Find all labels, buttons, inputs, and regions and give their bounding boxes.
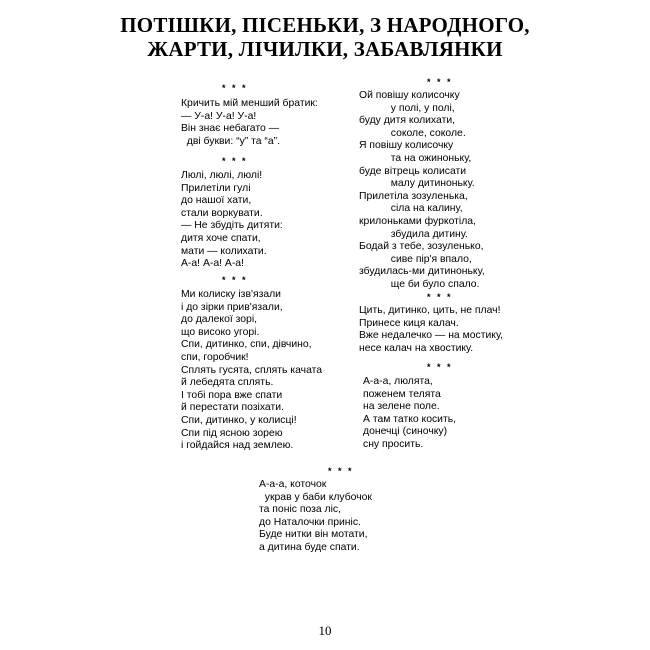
poem-line: украв у баби клубочок [259, 491, 372, 503]
poem-line: що високо угорі. [181, 326, 260, 338]
poem-line: і до зірки прив'язали, [181, 301, 283, 313]
poem-line: Я повішу колисочку [359, 140, 454, 152]
poem-line: й перестати позіхати. [181, 402, 284, 414]
poem-line: крилоньками фуркотіла, [359, 215, 476, 227]
poem-line: Прилетіли гулі [181, 182, 251, 194]
poem-line: малу дитиноньку. [359, 178, 475, 190]
poem-line: буде вітрець колисати [359, 165, 467, 177]
poem-line: а дитина буде спати. [259, 541, 360, 553]
poem-line: — Не збудіть дитяти: [181, 220, 283, 232]
poem-line: Ми колиску ізв'язали [181, 289, 281, 300]
poem-line: сіла на калину, [359, 203, 463, 215]
poem-stanza [359, 305, 503, 355]
poem-line: Прилетіла зозуленька, [359, 190, 468, 202]
poem-line: Він знає небагато — [181, 123, 280, 135]
poem-line: у полі, у полі, [359, 102, 455, 114]
poem-line: дві букви: “у” та “а”. [181, 135, 281, 147]
poem-line: Кричить мій менший братик: [181, 98, 318, 109]
page-title-line-2: ЖАРТИ, ЛІЧИЛКИ, ЗАБАВЛЯНКИ [147, 37, 503, 61]
poem-line: Сплять гусята, сплять качата [181, 364, 323, 376]
stanza-separator: * * * [222, 83, 248, 93]
poem-line: Вже недалечко — на мостику, [359, 330, 503, 342]
poem-line: А-а-а, люлята, [363, 376, 433, 387]
poem-stanza [259, 479, 372, 555]
poem-line: й лебедята сплять. [181, 377, 274, 389]
poem-stanza [181, 170, 283, 271]
poem-line: та поніс поза ліс, [259, 504, 342, 516]
poem-stanza [359, 90, 485, 292]
poem-line: донечці (синочку) [363, 426, 448, 438]
poem-line: стали воркувати. [181, 207, 263, 219]
poem-line: дитя хоче спати, [181, 232, 261, 244]
poem-line: соколе, соколе. [359, 127, 466, 139]
page-number: 10 [318, 623, 332, 638]
poem-line: А-а-а, коточок [259, 479, 327, 490]
poem-line: та на ожиноньку, [359, 152, 472, 164]
poem-line: ще би було спало. [359, 278, 480, 290]
poem-line: Принесе киця калач. [359, 317, 459, 329]
poem-line: А-а! А-а! А-а! [181, 258, 244, 270]
page-title-line-1: ПОТІШКИ, ПІСЕНЬКИ, З НАРОДНОГО, [120, 13, 530, 37]
poem-line: на зелене поле. [363, 401, 440, 413]
stanza-separator: * * * [427, 292, 453, 302]
poem-line: до далекої зорі, [181, 314, 258, 326]
stanza-separator: * * * [222, 275, 248, 285]
poem-line: Бодай з тебе, зозуленько, [359, 241, 484, 253]
poem-line: — У-а! У-а! У-а! [181, 110, 257, 122]
poem-line: до Наталочки приніс. [259, 516, 361, 528]
poem-line: Цить, дитинко, цить, не плач! [359, 305, 501, 316]
poem-line: буду дитя колихати, [359, 115, 456, 127]
poem-line: сиве пір'я впало, [359, 253, 472, 265]
poem-line: збудилась-ми дитиноньку, [359, 266, 485, 278]
poem-line: і гойдайся над землею. [181, 440, 294, 452]
poem-stanza [181, 289, 322, 453]
poem-line: спи, горобчик! [181, 351, 249, 363]
poem-line: до нашої хати, [181, 195, 252, 207]
poem-line: сну просить. [363, 438, 424, 450]
poem-line: Спи під ясною зорею [181, 427, 283, 439]
poem-line: Спи, дитинко, у колисці! [181, 414, 297, 426]
poem-line: Спи, дитинко, спи, дівчино, [181, 339, 312, 351]
poem-line: Ой повішу колисочку [359, 90, 460, 101]
stanza-separator: * * * [328, 466, 354, 476]
poem-line: несе калач на хвостику. [359, 342, 474, 354]
poem-line: Люлі, люлі, люлі! [181, 170, 263, 181]
poem-stanza [181, 98, 318, 148]
stanza-separator: * * * [427, 362, 453, 372]
poem-line: І тобі пора вже спати [181, 389, 283, 401]
poem-line: поженем телята [363, 388, 441, 400]
stanza-separator: * * * [222, 156, 248, 166]
poem-line: мати — колихати. [181, 245, 267, 257]
stanza-separator: * * * [427, 77, 453, 87]
poem-line: А там татко косить, [363, 413, 457, 425]
poem-line: збудила дитину. [359, 228, 468, 240]
poem-line: Буде нитки він мотати, [259, 529, 368, 541]
poem-stanza [363, 376, 456, 452]
